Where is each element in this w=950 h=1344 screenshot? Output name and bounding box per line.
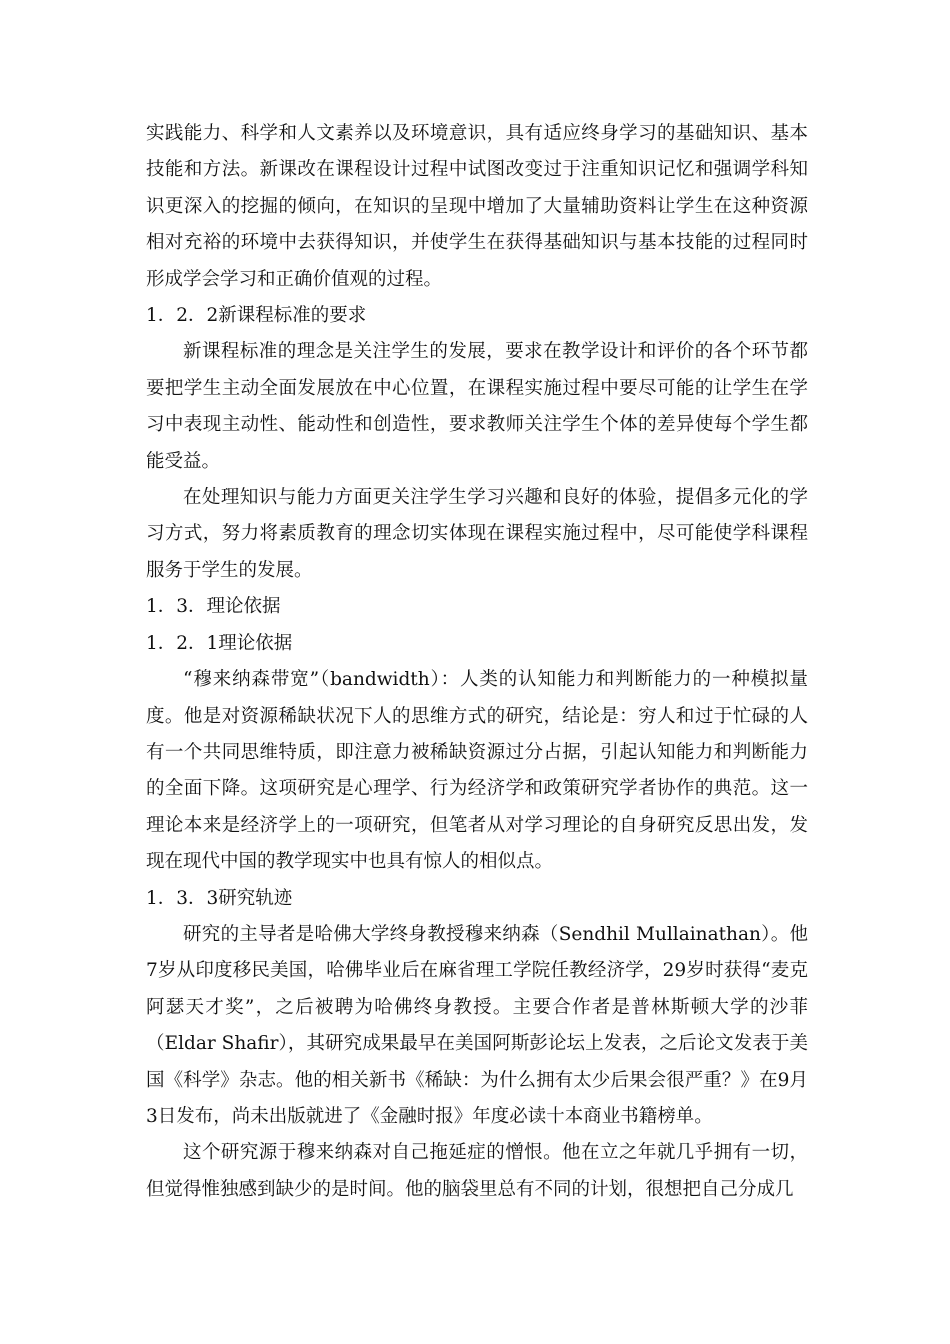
paragraph: 新课程标准的理念是关注学生的发展，要求在教学设计和评价的各个环节都要把学生主动全面发展放在中心位置，在课程实施过程中要尽可能的让学生在学习中表现主动性、能动性和创造性，要求教师关注学生个体的差异使每个学生都能受益。 bbox=[146, 341, 808, 472]
paragraph: “穆来纳森带宽”（bandwidth）：人类的认知能力和判断能力的一种模拟量度。他是对资源稀缺状况下人的思维方式的研究，结论是：穷人和过于忙碌的人有一个共同思维特质，即注意力被稀缺资源过分占据，引起认知能力和判断能力的全面下降。这项研究是心理学、行为经济学和政策研究学者协作的典范。这一理论本来是经济学上的一项研究，但笔者从对学习理论的自身研究反思出发，发现在现代中国的教学现实中也具有惊人的相似点。 bbox=[146, 669, 808, 873]
section-heading-1-3-3: 1．3．3研究轨迹 bbox=[146, 887, 293, 909]
document-body bbox=[146, 116, 808, 1208]
section-heading-1-2-2: 1．2．2新课程标准的要求 bbox=[146, 305, 367, 327]
section-heading-1-2-1: 1．2．1理论依据 bbox=[146, 632, 293, 654]
paragraph: 在处理知识与能力方面更关注学生学习兴趣和良好的体验，提倡多元化的学习方式，努力将素质教育的理念切实体现在课程实施过程中，尽可能使学科课程服务于学生的发展。 bbox=[146, 487, 808, 581]
paragraph: 研究的主导者是哈佛大学终身教授穆来纳森（Sendhil Mullainathan）。他7岁从印度移民美国，哈佛毕业后在麻省理工学院任教经济学，29岁时获得“麦克阿瑟天才奖”，之后被聘为哈佛终身教授。主要合作者是普林斯顿大学的沙菲（Eldar Shafir），其研究成果最早在美国阿斯彭论坛上发表，之后论文发表于美国《科学》杂志。他的相关新书《稀缺：为什么拥有太少后果会很严重？》在9月3日发布，尚未出版就进了《金融时报》年度必读十本商业书籍榜单。 bbox=[146, 923, 808, 1127]
paragraph-continued: 实践能力、科学和人文素养以及环境意识，具有适应终身学习的基础知识、基本技能和方法。新课改在课程设计过程中试图改变过于注重知识记忆和强调学科知识更深入的挖掘的倾向，在知识的呈现中增加了大量辅助资料让学生在这种资源相对充裕的环境中去获得知识，并使学生在获得基础知识与基本技能的过程同时形成学会学习和正确价值观的过程。 bbox=[146, 123, 808, 290]
section-heading-1-3: 1．3．理论依据 bbox=[146, 596, 281, 618]
paragraph: 这个研究源于穆来纳森对自己拖延症的憎恨。他在立之年就几乎拥有一切，但觉得惟独感到缺少的是时间。他的脑袋里总有不同的计划，很想把自己分成几 bbox=[146, 1142, 808, 1200]
